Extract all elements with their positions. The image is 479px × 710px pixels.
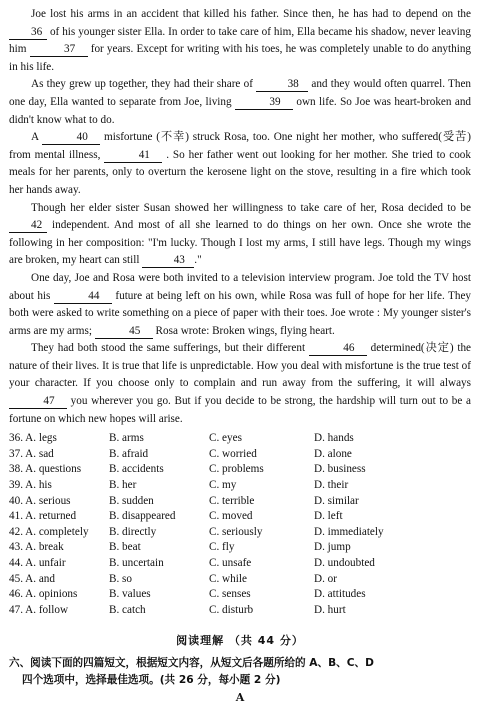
text: Rosa wrote: Broken wings, flying heart. (155, 324, 335, 337)
option: B. afraid (109, 447, 149, 460)
paragraph-4 (9, 200, 471, 270)
option: D. left (314, 510, 343, 523)
option: D. similar (314, 494, 359, 507)
option: C. terrible (209, 494, 255, 507)
blank-42: 42 (9, 218, 47, 233)
text: Joe lost his arms in an accident that killed his father. Since then, he has had to depend on the (31, 8, 471, 20)
blank-45: 45 (95, 324, 153, 339)
text: of his younger sister Ella. In order to take care of him, Ella became his shadow, never leaving him (9, 25, 471, 56)
exam-page (9, 6, 471, 704)
option-row (9, 447, 471, 463)
text: and they would often quarrel. Then one day, Ella wanted to separate from Joe, living (9, 78, 472, 108)
text: own life. So Joe was heart-broken and didn't know what to do. (9, 95, 472, 126)
option: 37. A. sad (9, 447, 54, 460)
instruction-line-2: 四个选项中，选择最佳选项。(共 26 分，每小题 2 分) (22, 674, 281, 687)
option-row (9, 540, 471, 556)
option: C. moved (209, 510, 253, 523)
option: D. their (314, 479, 349, 492)
option: B. values (109, 588, 151, 601)
options-list (9, 431, 471, 618)
instruction (9, 655, 471, 689)
option: B. beat (109, 541, 141, 554)
option: B. uncertain (109, 557, 164, 569)
option: D. hands (314, 432, 354, 445)
option: 36. A. legs (9, 432, 57, 445)
option: C. worried (209, 447, 257, 460)
option-row (9, 494, 471, 510)
option: 43. A. break (9, 541, 64, 554)
option: D. jump (314, 541, 351, 554)
option: 41. A. returned (9, 510, 77, 523)
option: B. her (109, 479, 137, 492)
blank-38: 38 (256, 77, 308, 92)
blank-41: 41 (104, 148, 162, 163)
option: C. problems (209, 463, 264, 476)
option-row (9, 525, 471, 541)
option-row (9, 431, 471, 447)
text: Though her elder sister Susan showed her willingness to take care of her, Rosa decided to be (31, 201, 471, 214)
text: As they grew up together, they had their share of (31, 78, 253, 91)
text: independent. And most of all she learned to do things on her own. Once she wrote the following in her composition: "I'm lucky. Though I lost my arms, I still have legs. Though my wings are broken, my heart can still (9, 219, 471, 267)
text: ." (194, 254, 202, 267)
option: 47. A. follow (9, 603, 69, 616)
blank-37: 37 (30, 42, 88, 57)
blank-43: 43 (142, 253, 194, 268)
option: D. attitudes (314, 588, 366, 601)
option: B. catch (109, 603, 146, 616)
option: 39. A. his (9, 479, 52, 492)
text: you wherever you go. But if you decide to be strong, the hardship will turn out to be a fortune on which new hopes will arise. (9, 395, 471, 425)
option: C. while (209, 572, 247, 585)
text: A (31, 131, 39, 144)
option: C. disturb (209, 603, 254, 616)
paragraph-2 (9, 76, 471, 129)
paragraph-3 (9, 129, 471, 199)
option: C. my (209, 479, 237, 492)
blank-36: 36 (9, 25, 47, 40)
option-row (9, 603, 471, 619)
instruction-line-1: 六、阅读下面的四篇短文，根据短文内容，从短文后各题所给的 A、B、C、D (9, 657, 374, 670)
text: for years. Except for writing with his toes, he was completely unable to do anything in his life. (9, 43, 472, 73)
blank-47: 47 (9, 394, 67, 409)
option-row (9, 587, 471, 603)
option-row (9, 556, 471, 572)
option: 46. A. opinions (9, 588, 78, 601)
option: D. hurt (314, 603, 346, 616)
option: 38. A. questions (9, 463, 82, 476)
option: D. alone (314, 447, 352, 460)
option: C. eyes (209, 432, 242, 445)
text: determined(决定) the nature of their lives. It is true that life is unpredictable. How you deal with misfortune is the true test of your character. If you choose only to complain and run away from the suffering, it will always (9, 342, 472, 390)
option: B. disappeared (109, 510, 176, 523)
paragraph-6 (9, 340, 471, 428)
paragraph-1 (9, 6, 471, 76)
option: B. arms (109, 432, 144, 445)
text: One day, Joe and Rosa were both invited to a television interview program. Joe told the TV host about his (9, 271, 471, 302)
text: misfortune (不幸) struck Rosa, too. One night her mother, who suffered(受苦) from mental illness, (9, 131, 472, 161)
option: C. senses (209, 588, 251, 601)
option: C. fly (209, 541, 235, 554)
option: C. seriously (209, 525, 263, 538)
option-row (9, 509, 471, 525)
option: B. sudden (109, 494, 154, 507)
option-row (9, 478, 471, 494)
option-row (9, 572, 471, 588)
option: B. directly (109, 525, 157, 538)
option: D. undoubted (314, 557, 375, 569)
option: 44. A. unfair (9, 557, 66, 569)
option: B. so (109, 572, 133, 585)
text: future at being left on his own, while Rosa was full of hope for her life. They both were asked to write something on a piece of paper with their toes. Joe wrote : My younger sister's arms are my arms; (9, 289, 472, 337)
option: D. business (314, 463, 366, 476)
section-title: 阅读理解 （共 44 分） (176, 634, 304, 648)
blank-39: 39 (235, 95, 293, 110)
option: D. or (314, 572, 337, 585)
option: 42. A. completely (9, 525, 89, 538)
blank-40: 40 (42, 130, 100, 145)
blank-46: 46 (309, 341, 367, 356)
option: C. unsafe (209, 557, 252, 569)
option-row (9, 462, 471, 478)
option: D. immediately (314, 525, 384, 538)
passage-letter: A (235, 691, 245, 705)
option: 45. A. and (9, 572, 55, 585)
text: They had both stood the same sufferings, but their different (31, 342, 306, 355)
text: . So her father went out looking for her mother. She tried to cook meals for her parents, only to overturn the kerosene light on the stove, resulting in a fire which took her hands away. (9, 148, 471, 196)
paragraph-5 (9, 270, 471, 340)
option: 40. A. serious (9, 494, 71, 507)
option: B. accidents (109, 463, 164, 476)
blank-44: 44 (54, 289, 112, 304)
